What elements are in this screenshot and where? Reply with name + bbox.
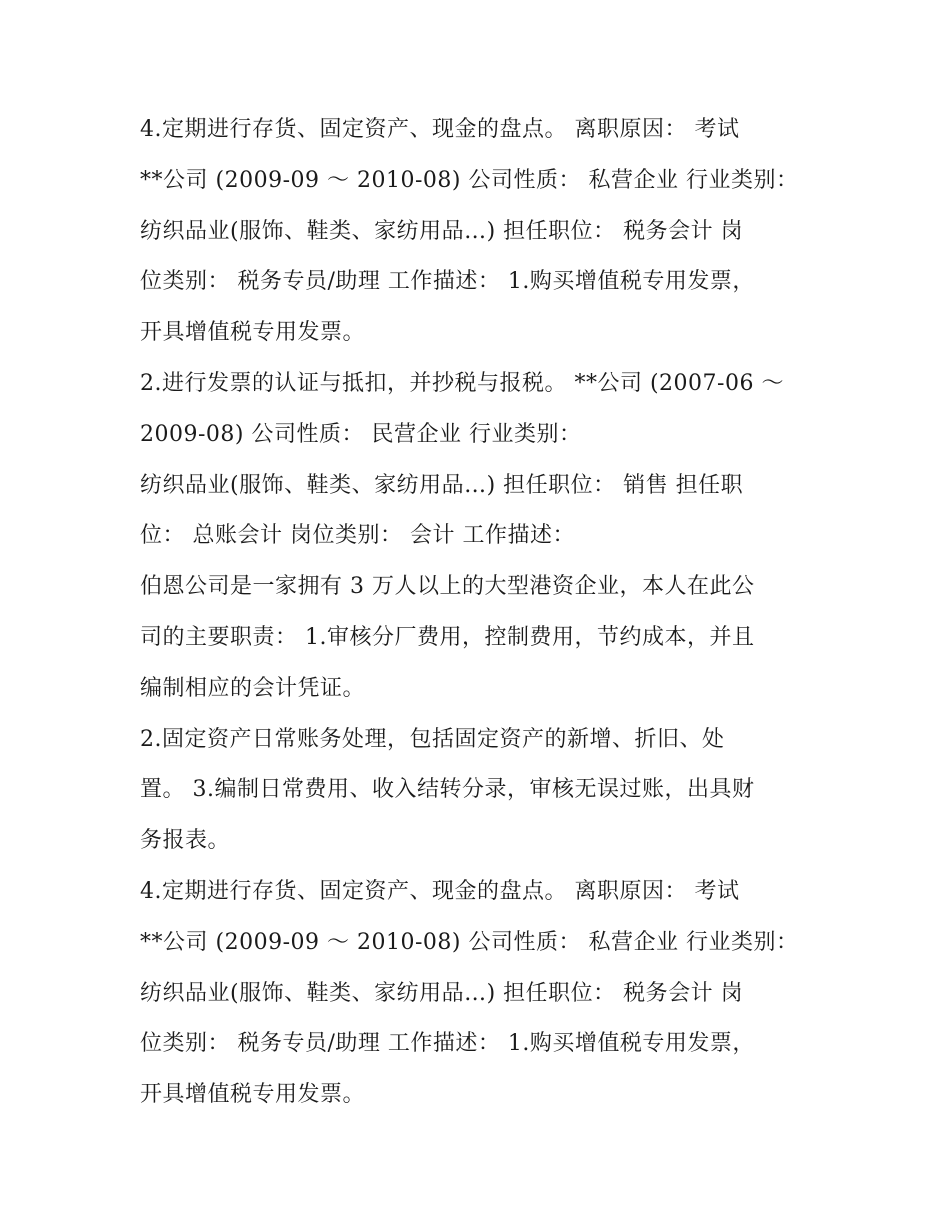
text-line: 编制相应的会计凭证。 [140, 675, 366, 701]
text-line: 开具增值税专用发票。 [140, 320, 366, 346]
text-line: 4.定期进行存货、固定资产、现金的盘点。 离职原因： 考试 [140, 878, 740, 904]
text-line: 2.固定资产日常账务处理，包括固定资产的新增、折旧、处 [140, 726, 725, 752]
text-line: 位类别： 税务专员/助理 工作描述： 1.购买增值税专用发票， [140, 269, 755, 295]
text-line: 2009-08) 公司性质： 民营企业 行业类别： [140, 421, 582, 447]
text-line: 2.进行发票的认证与抵扣，并抄税与报税。 **公司 (2007-06 ～ [140, 370, 784, 396]
text-line: 纺织品业(服饰、鞋类、家纺用品…) 担任职位： 税务会计 岗 [140, 218, 744, 244]
text-line: **公司 (2009-09 ～ 2010-08) 公司性质： 私营企业 行业类别： [140, 167, 799, 193]
text-line: 位类别： 税务专员/助理 工作描述： 1.购买增值税专用发票， [140, 1031, 755, 1057]
text-line: 开具增值税专用发票。 [140, 1082, 366, 1108]
text-line: 位： 总账会计 岗位类别： 会计 工作描述： [140, 523, 575, 549]
text-line: 纺织品业(服饰、鞋类、家纺用品…) 担任职位： 税务会计 岗 [140, 980, 744, 1006]
text-line: 司的主要职责： 1.审核分厂费用，控制费用，节约成本，并且 [140, 624, 755, 650]
text-line: 置。 3.编制日常费用、收入结转分录，审核无误过账，出具财 [140, 777, 755, 803]
text-line: 伯恩公司是一家拥有 3 万人以上的大型港资企业，本人在此公 [140, 574, 755, 600]
text-line: 纺织品业(服饰、鞋类、家纺用品…) 担任职位： 销售 担任职 [140, 472, 744, 498]
text-line: **公司 (2009-09 ～ 2010-08) 公司性质： 私营企业 行业类别： [140, 929, 799, 955]
text-line: 务报表。 [140, 828, 231, 854]
document-body [140, 108, 820, 1124]
text-line: 4.定期进行存货、固定资产、现金的盘点。 离职原因： 考试 [140, 117, 740, 142]
